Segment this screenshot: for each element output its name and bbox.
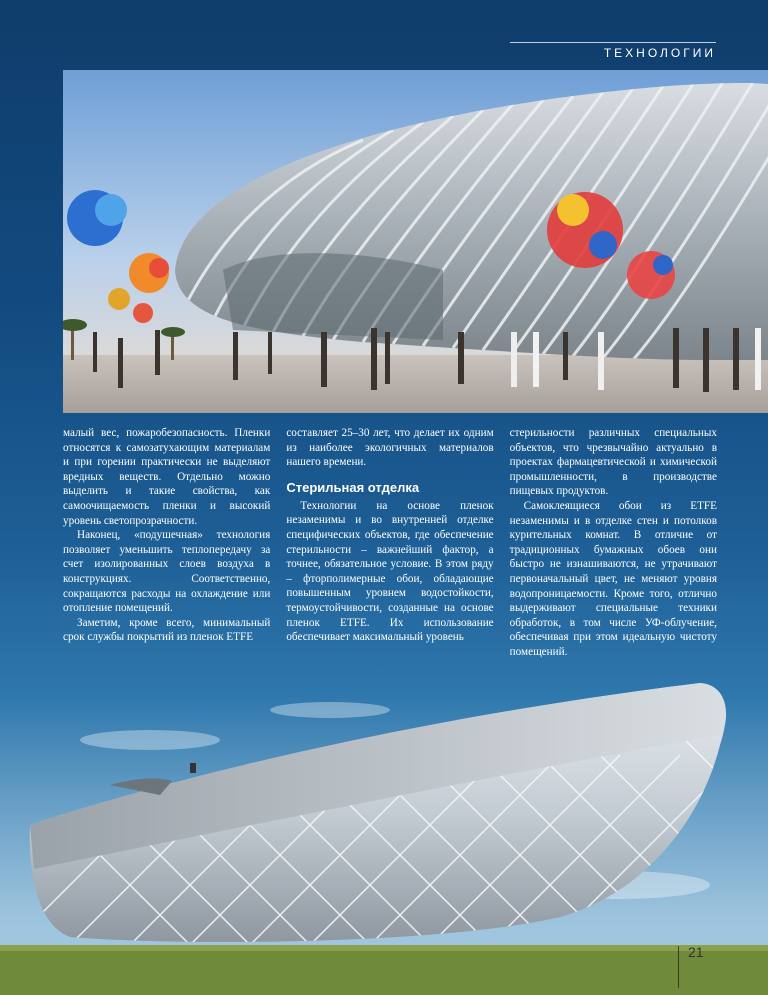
paragraph: малый вес, пожаробезопасность. Пленки относятся к самозатухающим материалам и при горении практически не выделяют вредных веществ. Отдельно можно выделить и такие свойства, как самоочищаемость пленки и высокий уровень светопрозрачности. [63,427,271,527]
article-column-1 [63,426,271,644]
paragraph: Самоклеящиеся обои из ETFE незаменимы и в отделке стен и потолков курительных комнат. В отличие от традиционных бумажных обоев они быстро не изнашиваются, не утрачивают первоначальный цвет, не меняют уровня водопроницаемости. Кроме того, отлично выдерживают специальные техники обработок, в том числе УФ-облучение, обеспечивая при этом идеальную чистоту помещений. [509,499,717,658]
paragraph: Заметим, кроме всего, минимальный срок службы покрытий из пленок ETFE [63,616,271,644]
paragraph: Наконец, «подушечная» технология позволяет уменьшить теплопередачу за счет изолированных слоев воздуха в конструкциях. Соответственно, сокращаются расходы на охлаждение или отопление помещений. [63,529,271,615]
plaza [63,355,768,413]
hero-stadium-image [63,70,768,413]
pod-building-image [0,655,768,995]
section-label: ТЕХНОЛОГИИ [603,46,716,60]
article-column-2 [286,426,494,644]
subheading: Стерильная отделка [286,479,420,495]
page-number-divider [678,946,679,988]
article-column-3 [509,426,717,658]
section-divider [510,42,716,43]
page-number: 21 [688,944,704,960]
paragraph: Технологии на основе пленок незаменимы и во внутренней отделке специфических объектов, где обеспечение стерильности – важнейший фактор, а точнее, обязательное условие. В этом ряду – фторполимерные обои, обладающие повышенным уровнем водостойкости, термоустойчивости, созданные на основе пленок ETFE. Их использование обеспечивает максимальный уровень [286,499,494,644]
roof-equipment [190,763,196,773]
glass-facade [223,253,443,340]
grass-highlight [0,945,768,951]
grass [0,945,768,995]
paragraph: составляет 25–30 лет, что делает их одним из наиболее экологичных материалов нашего времени. [286,427,494,469]
paragraph: стерильности различных специальных объектов, что чрезвычайно актуально в проектах фармацевтической и химической промышленности, в производстве пищевых продуктов. [509,427,717,498]
article-columns [63,426,717,658]
